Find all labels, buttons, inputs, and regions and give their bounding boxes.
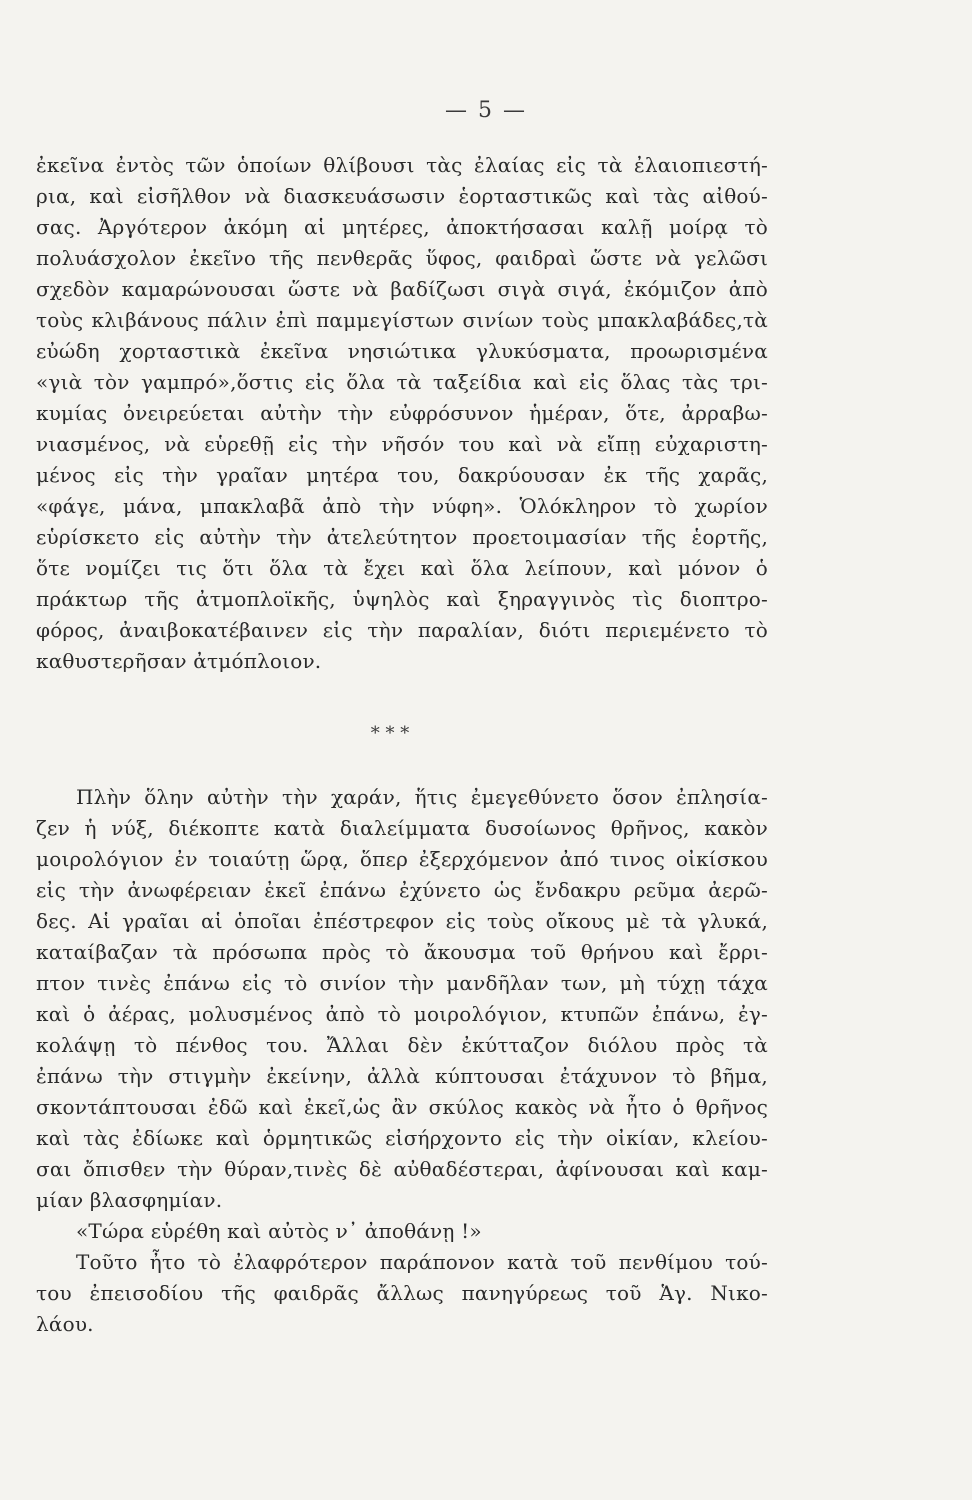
- text-line: εὑρίσκετο εἰς αὐτὴν τὴν ἀτελεύτητον προετοιμασίαν τῆς ἑορτῆς,: [36, 525, 768, 549]
- text-line: καθυστερῆσαν ἀτμόπλοιον.: [36, 649, 322, 673]
- text-line: μίαν βλασφημίαν.: [36, 1188, 223, 1212]
- page-number: — 5 —: [445, 98, 527, 123]
- text-line: πράκτωρ τῆς ἀτμοπλοϊκῆς, ὑψηλὸς καὶ ξηραγγινὸς τὶς διοπτρο-: [36, 587, 768, 611]
- text-line: πτον τινὲς ἐπάνω εἰς τὸ σινίον τὴν μανδῆλαν των, μὴ τύχῃ τάχα: [36, 971, 768, 995]
- text-line: δες. Αἱ γραῖαι αἱ ὁποῖαι ἐπέστρεφον εἰς τοὺς οἴκους μὲ τὰ γλυκά,: [36, 909, 768, 933]
- text-line: κυμίας ὀνειρεύεται αὐτὴν τὴν εὐφρόσυνον ἡμέραν, ὅτε, ἀρραβω-: [36, 401, 768, 425]
- text-line: ζεν ἡ νύξ, διέκοπτε κατὰ διαλείμματα δυσοίωνος θρῆνος, κακὸν: [36, 816, 768, 840]
- text-line: μοιρολόγιον ἐν τοιαύτῃ ὥρᾳ, ὅπερ ἐξερχόμενον ἀπό τινος οἰκίσκου: [36, 847, 768, 871]
- text-line: λάου.: [36, 1312, 94, 1336]
- text-line: «φάγε, μάνα, μπακλαβᾶ ἀπὸ τὴν νύφη». Ὁλόκληρον τὸ χωρίον: [36, 494, 768, 518]
- text-line: «Τώρα εὑρέθη καὶ αὐτὸς ν᾽ ἀποθάνῃ !»: [76, 1219, 482, 1243]
- text-line: μένος εἰς τὴν γραῖαν μητέρα του, δακρύουσαν ἐκ τῆς χαρᾶς,: [36, 463, 768, 487]
- text-line: νιασμένος, νὰ εὑρεθῇ εἰς τὴν νῆσόν του καὶ νὰ εἴπῃ εὐχαριστη-: [36, 432, 768, 456]
- text-line: ρια, καὶ εἰσῆλθον νὰ διασκευάσωσιν ἑορταστικῶς καὶ τὰς αἰθού-: [36, 184, 768, 208]
- section-separator: * * *: [370, 723, 410, 744]
- text-line: καὶ ὁ ἀέρας, μολυσμένος ἀπὸ τὸ μοιρολόγιον, κτυπῶν ἐπάνω, ἐγ-: [36, 1002, 768, 1026]
- text-line: ἐπάνω τὴν στιγμὴν ἐκείνην, ἀλλὰ κύπτουσαι ἐτάχυνον τὸ βῆμα,: [36, 1064, 768, 1088]
- text-line: σχεδὸν καμαρώνουσαι ὥστε νὰ βαδίζωσι σιγὰ σιγά, ἐκόμιζον ἀπὸ: [36, 277, 768, 301]
- text-line: σκοντάπτουσαι ἐδῶ καὶ ἐκεῖ,ὡς ἂν σκύλος κακὸς νὰ ἦτο ὁ θρῆνος: [36, 1095, 768, 1119]
- text-line: καὶ τὰς ἐδίωκε καὶ ὁρμητικῶς εἰσήρχοντο εἰς τὴν οἰκίαν, κλείου-: [36, 1126, 768, 1150]
- text-line: φόρος, ἀναιβοκατέβαινεν εἰς τὴν παραλίαν, διότι περιεμένετο τὸ: [36, 618, 768, 642]
- text-line: Πλὴν ὅλην αὐτὴν τὴν χαράν, ἥτις ἐμεγεθύνετο ὅσον ἐπλησία-: [76, 785, 768, 809]
- text-line: πολυάσχολον ἐκεῖνο τῆς πενθερᾶς ὕφος, φαιδραὶ ὥστε νὰ γελῶσι: [36, 246, 768, 270]
- text-line: ὅτε νομίζει τις ὅτι ὅλα τὰ ἔχει καὶ ὅλα λείπουν, καὶ μόνον ὁ: [36, 556, 768, 580]
- text-line: τοὺς κλιβάνους πάλιν ἐπὶ παμμεγίστων σινίων τοὺς μπακλαβάδες,τὰ: [36, 308, 768, 332]
- text-line: εὐώδη χορταστικὰ ἐκεῖνα νησιώτικα γλυκύσματα, προωρισμένα: [36, 339, 768, 363]
- text-line: Τοῦτο ἦτο τὸ ἐλαφρότερον παράπονον κατὰ τοῦ πενθίμου τού-: [76, 1250, 768, 1274]
- text-line: του ἐπεισοδίου τῆς φαιδρᾶς ἄλλως πανηγύρεως τοῦ Ἁγ. Νικο-: [36, 1281, 768, 1305]
- text-line: ἐκεῖνα ἐντὸς τῶν ὁποίων θλίβουσι τὰς ἐλαίας εἰς τὰ ἐλαιοπιεστή-: [36, 153, 768, 177]
- text-line: κολάψῃ τὸ πένθος του. Ἄλλαι δὲν ἐκύτταζον διόλου πρὸς τὰ: [36, 1033, 768, 1057]
- text-line: σας. Ἀργότερον ἀκόμη αἱ μητέρες, ἀποκτήσασαι καλῇ μοίρᾳ τὸ: [36, 215, 768, 239]
- text-line: σαι ὄπισθεν τὴν θύραν,τινὲς δὲ αὐθαδέστεραι, ἀφίνουσαι καὶ καμ-: [36, 1157, 768, 1181]
- text-line: καταίβαζαν τὰ πρόσωπα πρὸς τὸ ἄκουσμα τοῦ θρήνου καὶ ἔρρι-: [36, 940, 768, 964]
- text-line: εἰς τὴν ἀνωφέρειαν ἐκεῖ ἐπάνω ἐχύνετο ὡς ἔνδακρυ ρεῦμα ἀερῶ-: [36, 878, 768, 902]
- text-line: «γιὰ τὸν γαμπρό»,ὅστις εἰς ὅλα τὰ ταξείδια καὶ εἰς ὅλας τὰς τρι-: [36, 370, 768, 394]
